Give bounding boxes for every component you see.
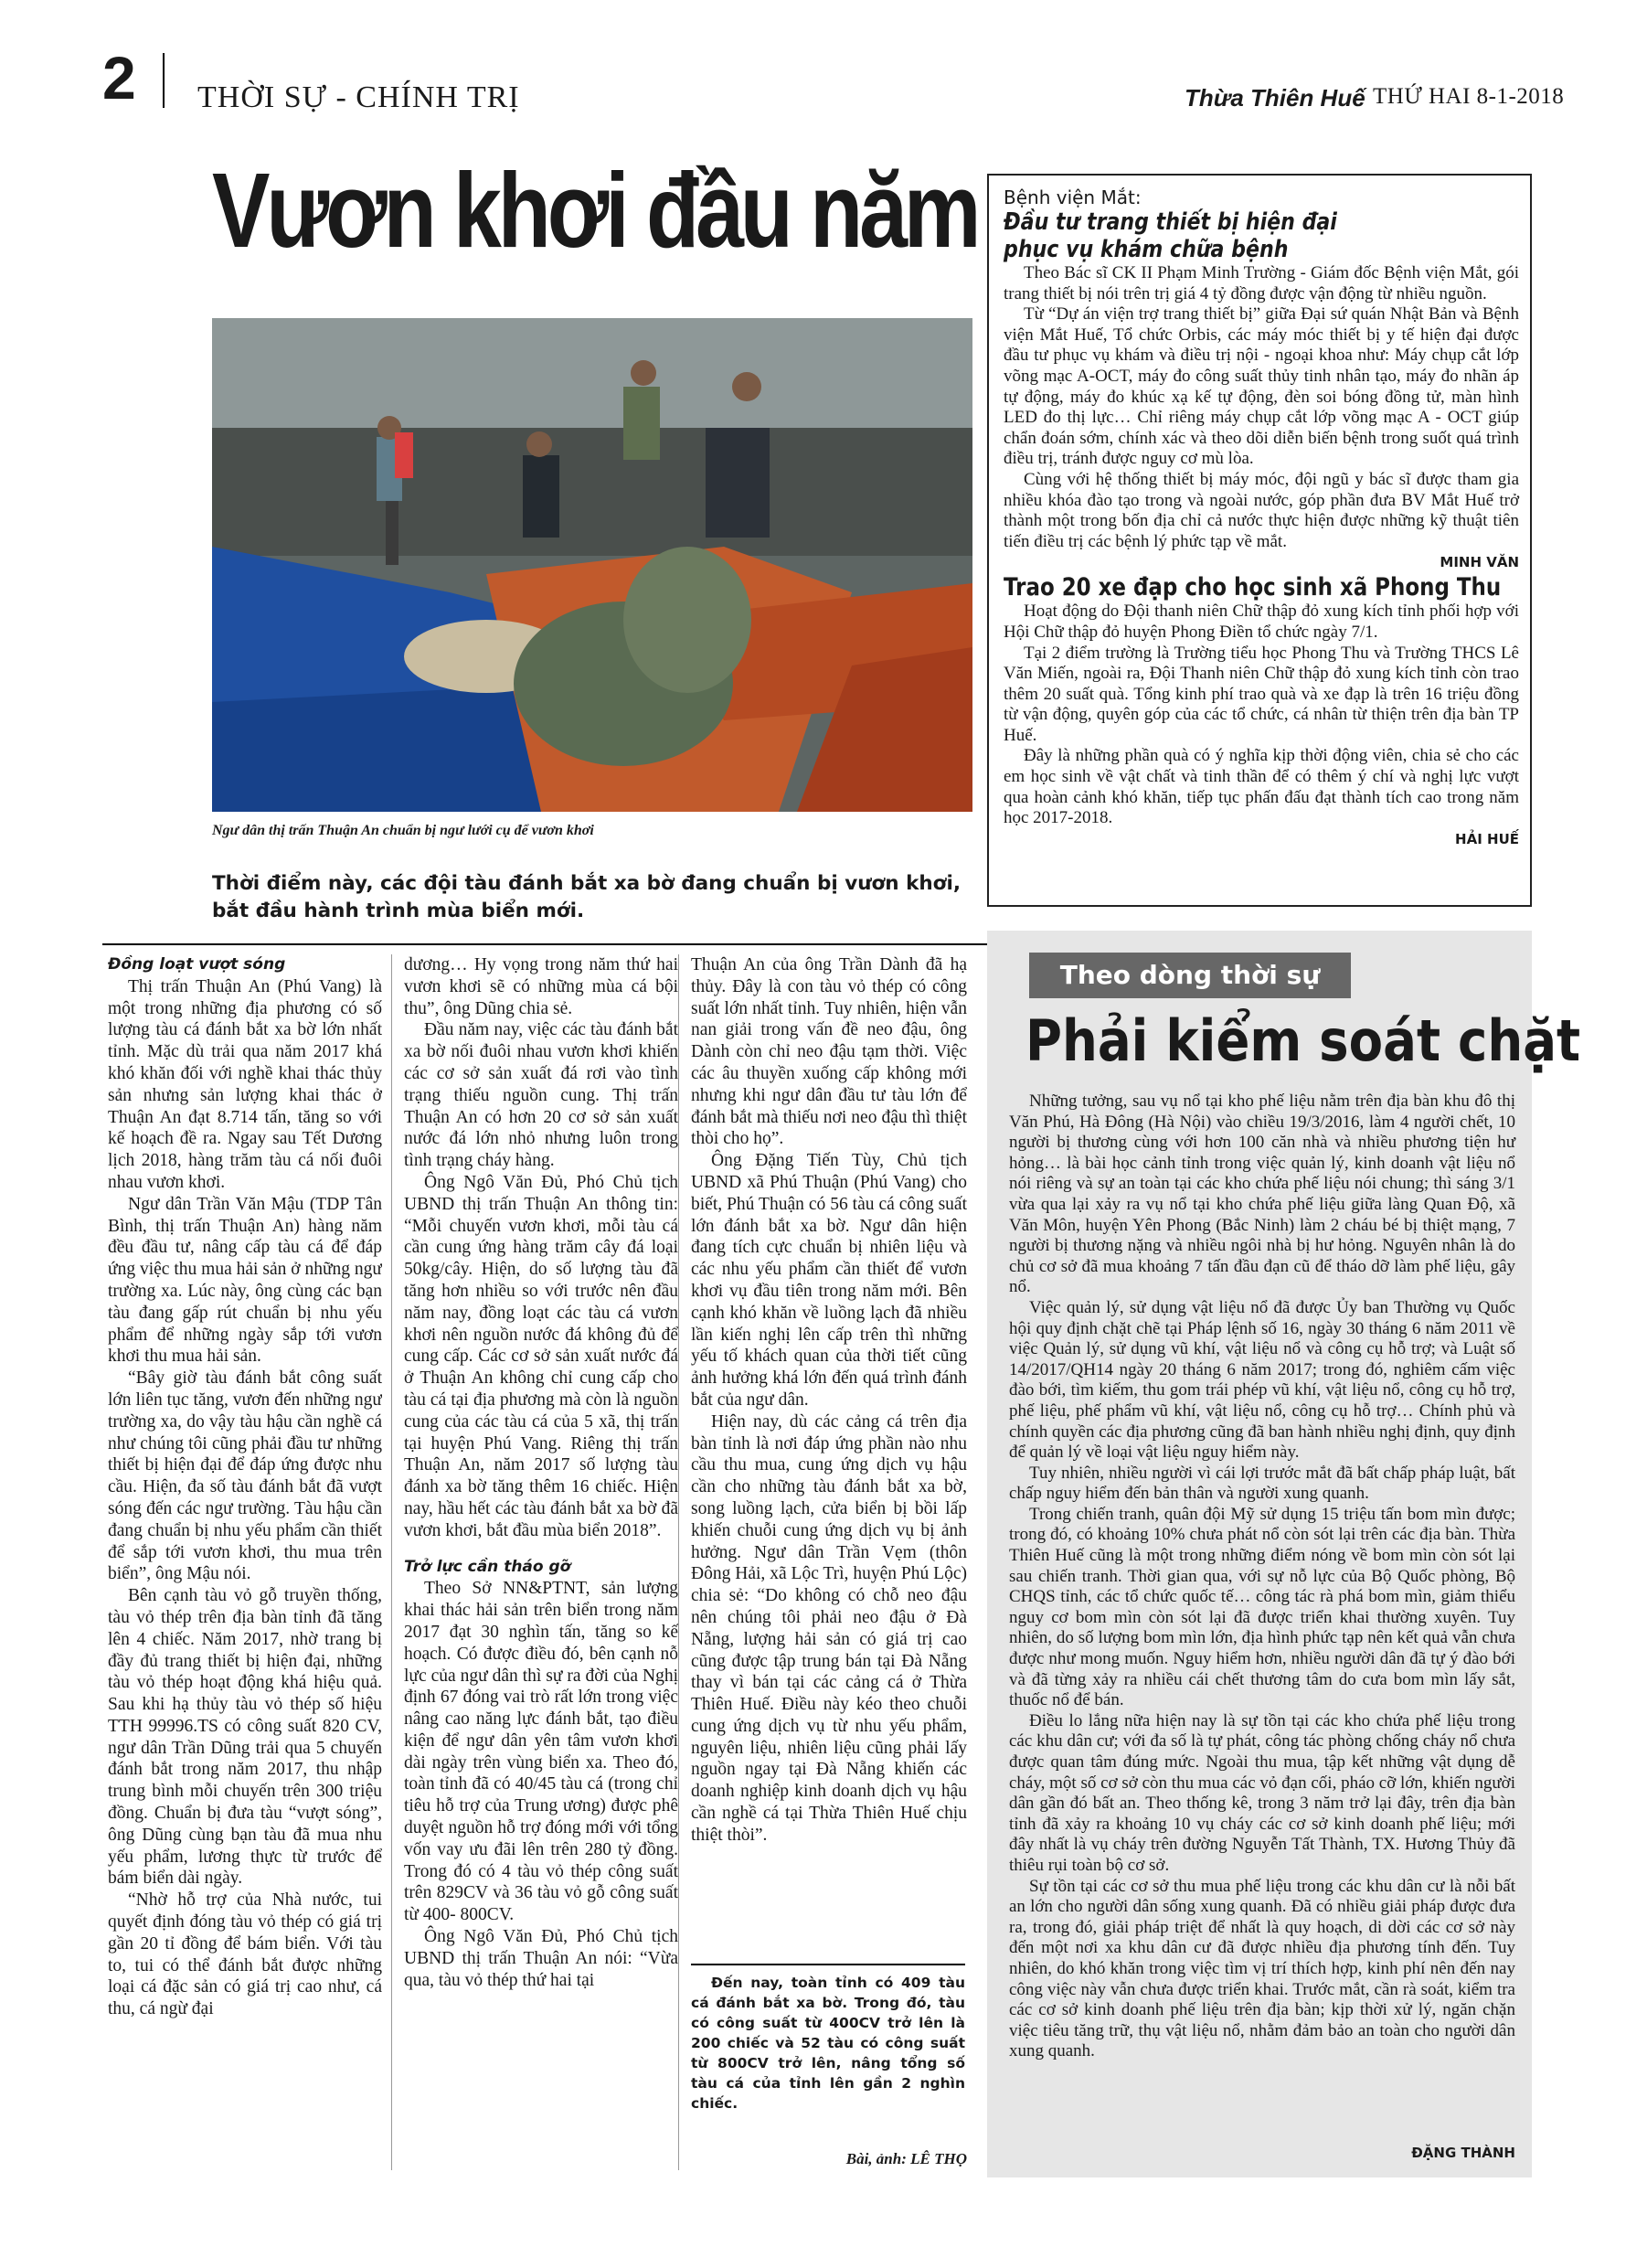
paragraph: Hiện nay, dù các cảng cá trên địa bàn tỉnh là nơi đáp ứng phần nào nhu cầu thu mua, cung ứng dịch vụ hậu cần cho những tàu đánh bắt xa bờ, song luồng lạch, cửa biển bị bồi lấp khiến chuỗi cung ứng dịch vụ bị ảnh hưởng. Ngư dân Trần Vẹm (thôn Đông Hải, xã Lộc Trì, huyện Phú Lộc) chia sẻ: “Do không có chỗ neo đậu nên chúng tôi phải neo đậu ở Đà Nẵng, lượng hải sản có giá trị cao cũng được tập trung bán tại Đà Nẵng thay vì bán tại các cảng cá ở Thừa Thiên Huế. Điều này kéo theo chuỗi cung ứng dịch vụ từ nhu yếu phẩm, nguyên liệu, nhiên liệu cũng phải lấy nguồn ngay tại Đà Nẵng khiến các doanh nghiệp kinh doanh dịch vụ hậu cần nghề cá tại Thừa Thiên Huế chịu thiệt thòi”. [691,1411,967,1845]
paragraph: Ông Ngô Văn Đủ, Phó Chủ tịch UBND thị trấn Thuận An nói: “Vừa qua, tàu vỏ thép thứ hai tại [404,1927,678,1990]
paragraph: Theo Sở NN&PTNT, sản lượng khai thác hải sản trên biển trong năm 2017 đạt 30 nghìn tấn, tăng so kế hoạch. Có được điều đó, bên cạnh nỗ lực của ngư dân thì sự ra đời của Nghị định 67 đóng vai trò rất lớn trong việc nâng cao năng lực đánh bắt, tạo điều kiện để ngư dân yên tâm vươn khơi dài ngày trên vùng biển xa. Theo đó, toàn tỉnh đã có 40/45 tàu cá (trong chỉ tiêu hỗ trợ của Trung ương) được phê duyệt nguồn hỗ trợ đóng mới với tổng vốn vay ưu đãi lên trên 280 tỷ đồng. Trong đó có 4 tàu vỏ thép công suất trên 829CV và 36 tàu vỏ gỗ công suất từ 400- 800CV. [404,1579,678,1925]
commentary-headline: Phải kiểm soát chặt [1025,1007,1581,1074]
section-name: THỜI SỰ - CHÍNH TRỊ [197,80,520,114]
paragraph: Điều lo lắng nữa hiện nay là sự tồn tại các kho chứa phế liệu trong các khu dân cư; với đa số là tự phát, công tác phòng chống cháy nổ chưa được quan tâm đúng mức. Ngoài thu mua, tập kết những vật dụng dễ cháy, một số cơ sở còn thu mua các vỏ đạn cối, pháo cỡ lớn, khiến người dân gần đó bất an. Theo thống kê, trong 3 năm trở lại đây, trên địa bàn tỉnh đã xảy ra khoảng 10 vụ cháy các cơ sở kinh doanh phế liệu; mới đây nhất là vụ cháy trên đường Nguyễn Tất Thành, TX. Hương Thủy đã thiêu rụi toàn bộ cơ sở. [1009,1710,1515,1875]
paragraph: “Bây giờ tàu đánh bắt công suất lớn liên tục tăng, vươn đến những ngư trường xa, do vậy tàu hậu cần nghề cá như chúng tôi cũng phải đầu tư những thiết bị hiện đại để đáp ứng được nhu cầu. Hiện, đa số tàu đánh bắt đã vượt sóng đến các ngư trường. Tàu hậu cần đang chuẩn bị nhu yếu phẩm cần thiết để sắp tới vươn khơi, thu mua trên biển”, ông Mậu nói. [108,1368,382,1584]
brief-byline: MINH VĂN [1440,554,1519,571]
paragraph: Sự tồn tại các cơ sở thu mua phế liệu trong các khu dân cư là nỗi bất an lớn cho người dân sống xung quanh. Đã có nhiều giải pháp được đưa ra, trong đó, giải pháp triệt để nhất là quy hoạch, di dời các cơ sở này đến một nơi xa khu dân cư đã được nhiều địa phương tính đến. Tuy nhiên, do khó khăn trong việc tìm vị trí thích hợp, kinh phí nên đến nay công việc này vẫn chưa được triển khai. Trước mắt, cần rà soát, kiểm tra các cơ sở kinh doanh phế liệu trên địa bàn; kịp thời xử lý, ngăn chặn việc tiêu tăng trữ, thụ vật liệu nổ, nhằm đảm bảo an toàn cho người dân xung quanh. [1009,1876,1515,2061]
commentary-tag: Theo dòng thời sự [1029,953,1351,998]
subhead-tro-luc: Trở lực cần tháo gỡ [404,1557,571,1576]
lead-divider [102,943,987,945]
paragraph: Hoạt động do Đội thanh niên Chữ thập đỏ xung kích tỉnh phối hợp với Hội Chữ thập đỏ huyện Phong Điền tổ chức ngày 7/1. [1004,602,1519,642]
issue-date: THỨ HAI 8-1-2018 [1373,84,1565,109]
article-byline: Bài, ảnh: LÊ THỌ [845,2150,967,2167]
paragraph: Thị trấn Thuận An (Phú Vang) là một trong những địa phương có số lượng tàu cá đánh bắt xa bờ lớn nhất tỉnh. Mặc dù trải qua năm 2017 khá khó khăn đối với nghề khai thác thủy sản nhưng sản lượng khai thác ở Thuận An đạt 8.714 tấn, tăng so với kế hoạch đề ra. Ngay sau Tết Dương lịch 2018, hàng trăm tàu cá nối đuôi nhau vươn khơi. [108,976,382,1192]
brief-kicker: Bệnh viện Mắt: [1004,186,1142,208]
paragraph: Việc quản lý, sử dụng vật liệu nổ đã được Ủy ban Thường vụ Quốc hội quy định chặt chẽ tại Pháp lệnh số 16, ngày 30 tháng 6 năm 2011 về việc Quản lý, sử dụng vũ khí, vật liệu nổ và công cụ hỗ trợ; và Luật số 14/2017/QH14 ngày 20 tháng 6 năm 2017; trong đó, nghiêm cấm việc đào bới, tìm kiếm, thu gom trái phép vũ khí, vật liệu nổ, công cụ hỗ trợ, phế liệu, phế phẩm vũ khí, vật liệu nổ, công cụ hỗ trợ… Chính phủ và chính quyền các địa phương cũng đã ban hành nhiều nghị định, quy định để quản lý về loại vật liệu nguy hiểm này. [1009,1297,1515,1463]
commentary-body [1009,1091,1515,2062]
paragraph: “Nhờ hỗ trợ của Nhà nước, tui quyết định đóng tàu vỏ thép có giá trị gần 20 tỉ đồng để bám biển. Với tàu to, tui có thể đánh bắt được những loại cá đặc sản có giá trị cao như, cá thu, cá ngừ đại [108,1890,382,2019]
column-divider [678,954,679,2170]
paragraph: Đây là những phần quà có ý nghĩa kịp thời động viên, chia sẻ cho các em học sinh về vật chất và tinh thần để có thêm ý chí và nghị lực vượt qua hoàn cảnh khó khăn, tiếp tục phấn đấu đạt thành tích cao trong năm học 2017-2018. [1004,746,1519,828]
paragraph: Cùng với hệ thống thiết bị máy móc, đội ngũ y bác sĩ được tham gia nhiều khóa đào tạo trong và ngoài nước, góp phần đưa BV Mắt Huế trở thành một trong bốn địa chỉ cả nước thực hiện được những kỹ thuật tiên tiến điều trị các bệnh lý phức tạp về mắt. [1004,469,1519,551]
paragraph: Theo Bác sĩ CK II Phạm Minh Trường - Giám đốc Bệnh viện Mắt, gói trang thiết bị nói trên trị giá 4 tỷ đồng được vận động từ nhiều nguồn. [1004,263,1519,303]
newspaper-name: Thừa Thiên Huế [1185,84,1365,112]
brief-byline: HẢI HUẾ [1455,830,1519,847]
paragraph: dương… Hy vọng trong năm thứ hai vươn khơi sẽ có những mùa cá bội thu”, ông Dũng chia sẻ. [404,955,678,1018]
article-column-3 [691,954,967,2134]
paragraph: Tuy nhiên, nhiều người vì cái lợi trước mắt đã bất chấp pháp luật, bất chấp nguy hiểm đến bản thân và người xung quanh. [1009,1463,1515,1504]
paragraph: Tại 2 điểm trường là Trường tiểu học Phong Thu và Trường THCS Lê Văn Miến, ngoài ra, Đội Thanh niên Chữ thập đỏ xung kích tỉnh còn trao thêm 20 suất quà. Tổng kinh phí trao quà và xe đạp là trên 16 triệu đồng từ vận động, quyên góp của các tổ chức, cá nhân từ thiện trên địa bàn TP Huế. [1004,643,1519,745]
paragraph: Ông Ngô Văn Đủ, Phó Chủ tịch UBND thị trấn Thuận An thông tin: “Mỗi chuyến vươn khơi, mỗi tàu cá cần cung ứng hàng trăm cây đá loại 50kg/cây. Hiện, do số lượng tàu đã tăng hơn nhiều so với trước nên đầu năm nay, đồng loạt các tàu cá vươn khơi nên nguồn nước đá không đủ để cung cấp. Các cơ sở sản xuất nước đá ở Thuận An không chỉ cung cấp cho tàu cá tại địa phương mà còn là nguồn cung của các tàu cá của 5 xã, thị trấn tại huyện Phú Vang. Riêng thị trấn Thuận An, năm 2017 số lượng tàu đánh xa bờ tăng thêm 16 chiếc. Hiện nay, hầu hết các tàu đánh bắt xa bờ đã vươn khơi, bắt đầu mùa biển 2018”. [404,1172,678,1540]
brief-title-xe-dap: Trao 20 xe đạp cho học sinh xã Phong Thu [1004,573,1502,602]
paragraph: Đầu năm nay, việc các tàu đánh bắt xa bờ nối đuôi nhau vươn khơi khiến các cơ sở sản xuất đá rơi vào tình trạng thiếu nguồn cung. Thị trấn Thuận An có hơn 20 cơ sở sản xuất nước đá lớn nhỏ nhưng luôn trong tình trạng cháy hàng. [404,1020,678,1171]
photo-caption: Ngư dân thị trấn Thuận An chuẩn bị ngư lưới cụ để vươn khơi [212,823,594,838]
column-divider [391,954,392,2170]
article-lead: Thời điểm này, các đội tàu đánh bắt xa bờ đang chuẩn bị vươn khơi, bắt đầu hành trình mùa biển mới. [212,872,961,922]
brief-title-line-2: phục vụ khám chữa bệnh [1004,236,1289,263]
subhead-dong-loat: Đồng loạt vượt sóng [108,955,286,974]
paragraph: Bên cạnh tàu vỏ gỗ truyền thống, tàu vỏ thép trên địa bàn tỉnh đã tăng lên 4 chiếc. Năm 2017, nhờ trang bị đầy đủ trang thiết bị hiện đại, những tàu vỏ thép hoạt động khá hiệu quả. Sau khi hạ thủy tàu vỏ thép số hiệu TTH 99996.TS có công suất 820 CV, ngư dân Trần Dũng trải qua 5 chuyến đánh bắt trong năm 2017, thu nhập trung bình mỗi chuyến trên 300 triệu đồng. Chuẩn bị đưa tàu “vượt sóng”, ông Dũng cùng bạn tàu đã mua nhu yếu phẩm, lương thực từ trước để bám biển dài ngày. [108,1586,382,1889]
fact-box-text: Đến nay, toàn tỉnh có 409 tàu cá đánh bắt xa bờ. Trong đó, tàu có công suất từ 400CV trở lên là 200 chiếc và 52 tàu có công suất từ 800CV trở lên, nâng tổng số tàu cá của tỉnh lên gần 2 nghìn chiếc. [691,1975,965,2112]
article-column-1 [108,954,382,2179]
main-headline: Vươn khơi đầu năm [212,151,978,270]
fact-box [691,1964,965,2114]
paragraph: Những tưởng, sau vụ nổ tại kho phế liệu nằm trên địa bàn khu đô thị Văn Phú, Hà Đông (Hà Nội) vào chiều 19/3/2016, làm 4 người chết, 10 người bị thương cùng với hơn 100 căn nhà và nhiều phương tiện hư hỏng… là bài học cảnh tỉnh trong việc quản lý, kinh doanh vật liệu nổ nói riêng và sự an toàn tại các kho chứa phế liệu nói chung; thì sáng 3/1 vừa qua lại xảy ra vụ nổ tại kho chứa phế liệu giữa làng Quan Độ, xã Văn Môn, huyện Yên Phong (Bắc Ninh) làm 2 cháu bé bị thiệt mạng, 7 người bị thương nặng và nhiều ngôi nhà bị hư hỏng. Nguyên nhân là do chủ cơ sở đã mua khoảng 7 tấn đầu đạn cũ để tháo dỡ làm phế liệu, gây nổ. [1009,1091,1515,1297]
article-column-2 [404,954,678,2179]
header-divider [163,53,165,108]
commentary-byline: ĐẶNG THÀNH [1411,2145,1515,2161]
fishermen-photo [212,318,972,812]
news-brief-box [987,174,1532,907]
paragraph: Thuận An của ông Trần Dành đã hạ thủy. Đây là con tàu vỏ thép có công suất lớn nhất tỉnh. Tuy nhiên, hiện vẫn nan giải trong vấn đề neo đậu, ông Dành còn chỉ neo đậu tạm thời. Việc các âu thuyền xuống cấp không mới nhưng khi ngư dân đầu tư tàu lớn để đánh bắt mà thiếu nơi neo đậu thì thiệt thòi cho họ”. [691,955,967,1149]
paragraph: Từ “Dự án viện trợ trang thiết bị” giữa Đại sứ quán Nhật Bản và Bệnh viện Mắt Huế, Tổ chức Orbis, các máy móc thiết bị y tế hiện đại được đầu tư phục vụ khám và điều trị nội - ngoại khoa như: Máy chụp cắt lớp võng mạc A-OCT, máy đo công suất thủy tinh nhân tạo, máy đo nhãn áp tự động, máy đo khúc xạ kế tự động, đèn soi bóng đồng tử, màn hình LED đo thị lực… Chỉ riêng máy chụp cắt lớp võng mạc A - OCT giúp chẩn đoán sớm, chính xác và theo dõi diễn biến bệnh trong suốt quá trình điều trị, tránh được nguy cơ mù lòa. [1004,304,1519,469]
brief-title-line-1: Đầu tư trang thiết bị hiện đại [1004,208,1337,236]
paragraph: Ngư dân Trần Văn Mậu (TDP Tân Bình, thị trấn Thuận An) hàng năm đều đầu tư, nâng cấp tàu cá để đáp ứng việc thu mua hải sản ở những ngư trường xa. Lúc này, ông cùng các bạn tàu đang gấp rút chuẩn bị nhu yếu phẩm để những ngày sắp tới vươn khơi thu mua hải sản. [108,1194,382,1367]
paragraph: Trong chiến tranh, quân đội Mỹ sử dụng 15 triệu tấn bom mìn được; trong đó, có khoảng 10% chưa phát nổ còn sót lại trên các địa bàn. Thừa Thiên Huế cũng là một trong những điểm nóng về bom mìn còn sót lại sau chiến tranh. Thời gian qua, với sự nỗ lực của Bộ Quốc phòng, Bộ CHQS tỉnh, các tổ chức quốc tế… công tác rà phá bom mìn, giảm thiểu nguy cơ bom mìn còn sót lại đã được triển khai thường xuyên. Tuy nhiên, do số lượng bom mìn lớn, địa hình phức tạp nên kết quả vẫn chưa được như mong muốn. Nguy hiểm hơn, nhiều người dân đã tự ý đào bới và đã từng xảy ra nhiều cái chết thương tâm do cưa bom mìn lấy sắt, thuốc nổ để bán. [1009,1504,1515,1710]
page-number: 2 [102,44,136,112]
paragraph: Ông Đặng Tiến Tùy, Chủ tịch UBND xã Phú Thuận (Phú Vang) cho biết, Phú Thuận có 56 tàu cá công suất lớn đánh bắt xa bờ. Ngư dân hiện đang tích cực chuẩn bị nhiên liệu và các nhu yếu phẩm cần thiết để vươn khơi vụ đầu tiên trong năm mới. Bên cạnh khó khăn về luồng lạch đã nhiều lần kiến nghị lên cấp trên thì những yếu tố khách quan của thời tiết cũng ảnh hưởng khá lớn đến quá trình đánh bắt của ngư dân. [691,1151,967,1410]
